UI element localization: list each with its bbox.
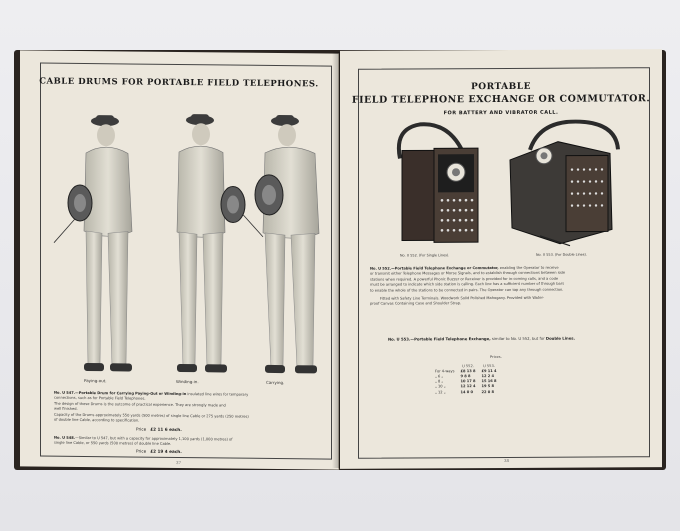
row-label: „ 12 „ [435,389,446,394]
price-u553: 22 0 8 [481,389,495,394]
price-u553: £9 11 4 [481,368,497,373]
item-u548-description: No. U 548.—Similar to U 547, but with a capacity for approximately 1,100 yards (1,000 metres) of single line Cable, or 550 yards (500 metres) of double line Cable. [54,435,233,447]
header-cell: U 552. [462,363,474,368]
caption-carrying: Carrying. [266,379,285,386]
left-page [20,50,339,469]
header-cell: U 553. [483,363,495,368]
price-table [432,363,500,394]
item-u547-price: Price £2 11 6 each. [136,426,182,433]
item-u548-price: Price £2 19 4 each. [136,448,182,455]
soldiers-illustration [50,91,320,399]
price-u552: 9 8 8 [460,374,471,379]
commutator-illustrations [380,119,630,250]
caption-winding-in: Winding-in. [176,378,199,385]
item-u552-description: No. U 552.—Portable Field Telephone Exchange or Commutator, enabling the Operator to receive or transmit either Telephone Messages or Morse Signals, and to establish through connections between side stations when required. A powerful Phonic Buzzer or Receiver is provided for in-coming calls, and a code must be arranged to indicate which side station is calling. Each line has a sufficient number of through bars to enable the whole of the stations to be connected in pairs. The Operator can tap any through connection. Fitted with Safety Line Terminals. Woodwork Solid Polished Mahogany. Provided with Water- proof Canvas Containing Case and Shoulder Strap. [370,265,566,307]
caption-u553: No. U 553. (For Double Lines). [536,252,587,257]
right-page-title-line1: PORTABLE [471,81,531,93]
commutator-double-lines [510,121,618,246]
price-u553: 15 16 8 [481,379,497,384]
price-u552: 10 17 8 [460,379,476,384]
price-u553: 19 5 8 [481,384,495,389]
soldier-carrying [255,115,319,374]
prices-heading: Prices. [490,354,502,360]
commutator-single-lines [399,124,478,243]
price-u552: £8 13 8 [460,368,476,373]
left-page-title: CABLE DRUMS FOR PORTABLE FIELD TELEPHONES. [39,76,319,90]
caption-u552: No. U 552. (For Single Lines). [400,253,450,258]
row-label: For 4-ways [435,369,455,374]
item-u547-description: No. U 547.—Portable Drum for Carrying Paying-Out or Winding-in insulated line wires for temporary connections, such as for Portable Field Telephones. The design of these Drums is the outcome of practical experience. They are strongly made and well finished. Capacity of the Drums approximately 550 yards (500 metres) of single line Cable or 275 yards (250 metres) of double line Cable, according to specification. [54,390,249,423]
right-page-subtitle: FOR BATTERY AND VIBRATOR CALL. [443,109,559,117]
price-u552: 14 0 0 [460,389,473,394]
price-u553: 12 2 4 [481,374,495,379]
row-label: „ 6 „ [435,374,444,379]
right-page [340,49,662,469]
row-label: „ 10 „ [435,384,446,389]
row-label: „ 8 „ [435,379,444,384]
soldier-winding-in [177,114,263,373]
table-row [432,389,500,395]
caption-paying-out: Paying-out. [84,377,107,384]
right-page-title-line2: FIELD TELEPHONE EXCHANGE OR COMMUTATOR. [351,93,651,106]
soldier-paying-out [54,115,132,372]
page-number: 38 [504,457,510,463]
page-number: 37 [176,459,182,466]
price-u552: 12 12 4 [460,384,476,389]
item-u553-description: No. U 553.—Portable Field Telephone Exchange, similar to No. U 552, but for Double Lines. [388,335,576,342]
